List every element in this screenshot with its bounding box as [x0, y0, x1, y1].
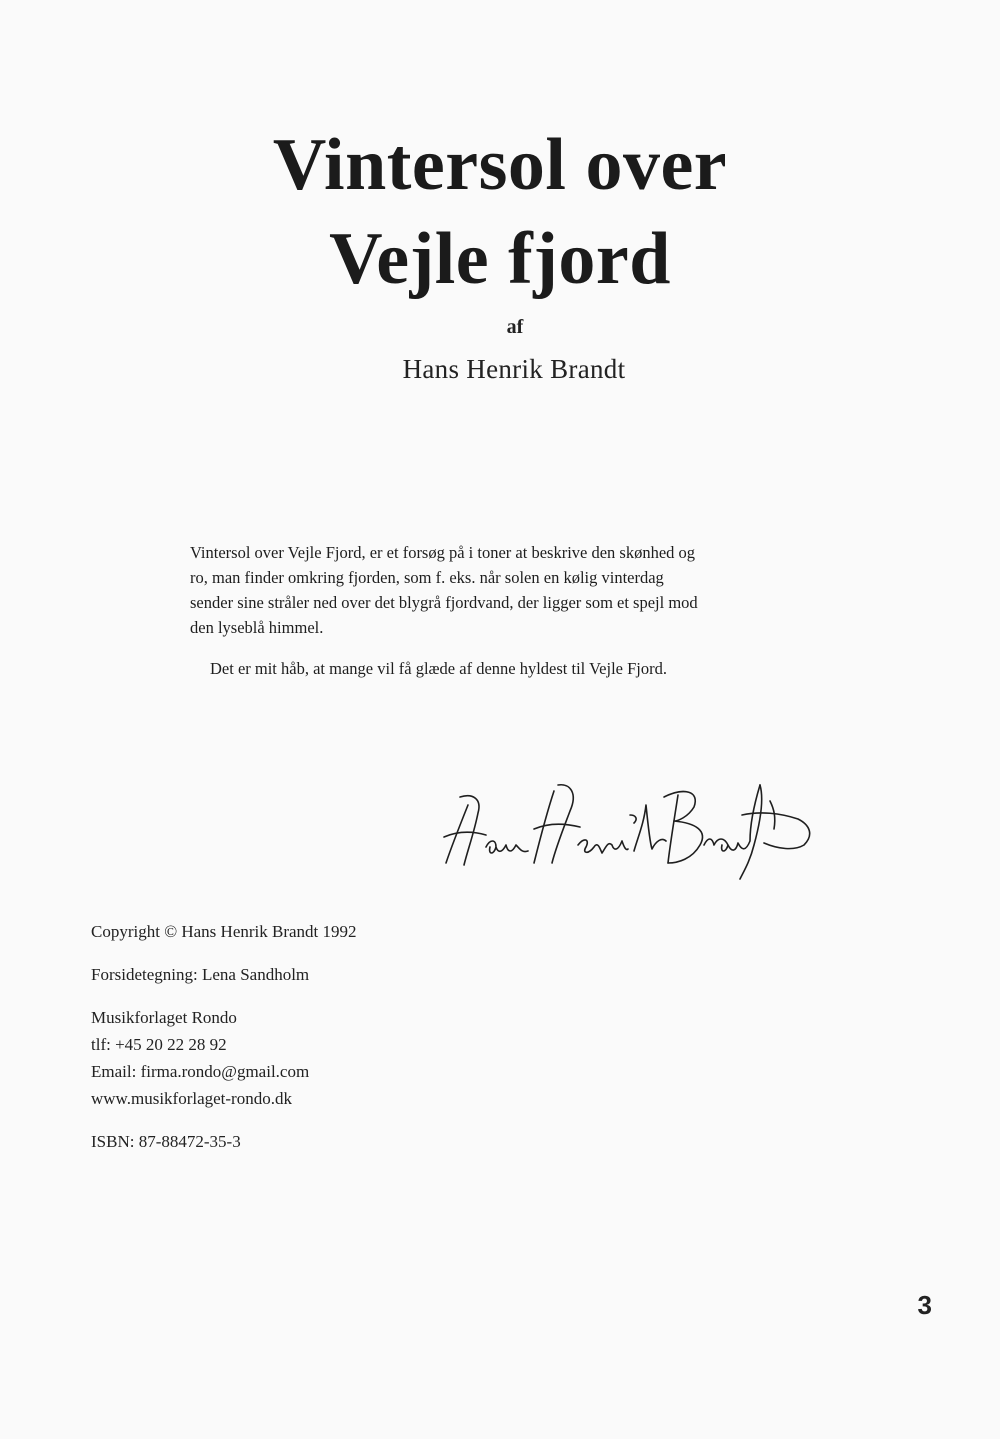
copyright-line: Copyright © Hans Henrik Brandt 1992 [91, 922, 357, 941]
description-paragraph-1: Vintersol over Vejle Fjord, er et forsøg på i toner at beskrive den skønhed og ro, man finder omkring fjorden, som f. eks. når solen en kølig vinterdag sender sine stråler ned over det blygrå fjordvand, der ligger som et spejl mod den lyseblå himmel. [190, 543, 698, 637]
page-title [0, 118, 1000, 306]
title-line-2: Vejle fjord [329, 218, 671, 300]
author-name: Hans Henrik Brandt [402, 354, 626, 384]
byline: af [506, 316, 524, 338]
publisher-website: www.musikforlaget-rondo.dk [91, 1089, 292, 1108]
title-line-1: Vintersol over [272, 124, 728, 206]
publisher-phone: tlf: +45 20 22 28 92 [91, 1035, 227, 1054]
description [190, 540, 710, 681]
cover-art-credit: Forsidetegning: Lena Sandholm [91, 965, 310, 984]
page-number: 3 [917, 1290, 932, 1320]
signature-image [438, 775, 818, 885]
description-paragraph-2: Det er mit håb, at mange vil få glæde af denne hyldest til Vejle Fjord. [210, 659, 667, 678]
colophon [91, 918, 357, 1155]
isbn: ISBN: 87-88472-35-3 [91, 1132, 241, 1151]
publisher-name: Musikforlaget Rondo [91, 1008, 237, 1027]
publisher-email: Email: firma.rondo@gmail.com [91, 1062, 310, 1081]
